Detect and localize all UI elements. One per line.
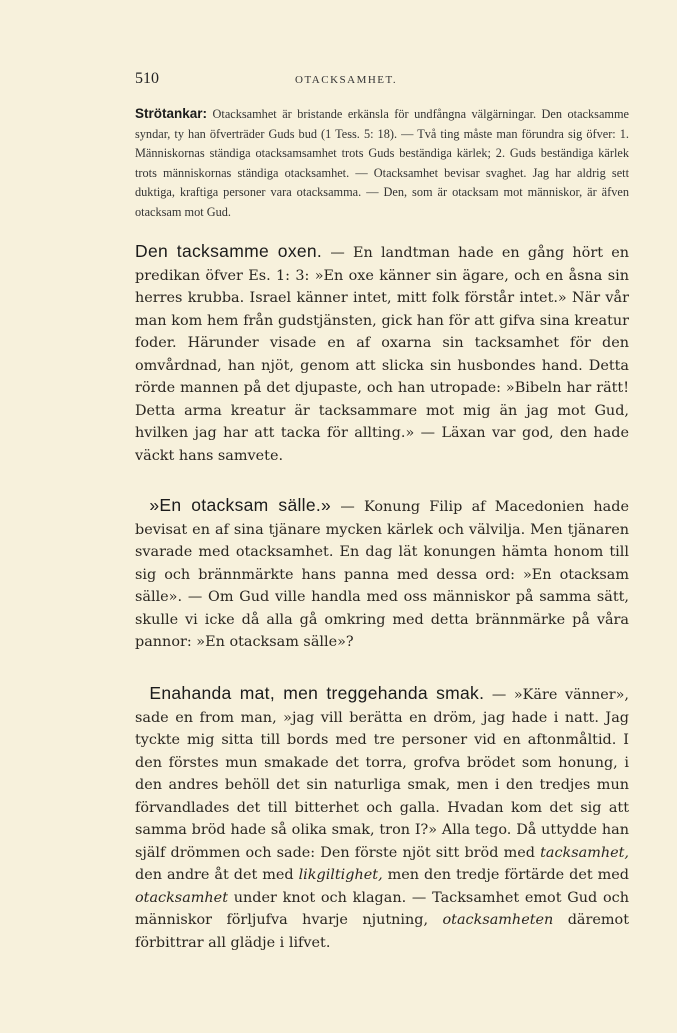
strotankar-paragraph xyxy=(135,104,629,222)
section-text-b: den andre åt det med xyxy=(135,867,299,883)
section-heading: »En otacksam sälle.» xyxy=(149,495,332,515)
section-tacksamme-oxen xyxy=(135,240,629,467)
emphasis-word: otacksamheten xyxy=(442,912,554,928)
section-text-a: — »Käre vänner», sade en from man, »jag vill berätta en dröm, jag hade i natt. Jag tyckte mig sitta till bords med tre personer vid en aftonmåltid. I den förstes mun smakade det torra, grofva brödet som honung, i den andres behöll det sin naturliga smak, men i den tredjes mun förvandlades det till bitterhet och galla. Hvadan kom det sig att samma bröd hade så olika smak, tron I?» Alla tego. Då uttydde han själf drömmen och sade: Den förste njöt sitt bröd med xyxy=(135,687,630,861)
emphasis-word: tacksamhet, xyxy=(540,844,630,861)
strotankar-label: Strötankar: xyxy=(135,106,208,121)
section-text: — En landtman hade en gång hört en predikan öfver Es. 1: 3: »En oxe känner sin ägare, och en åsna sin herres krubba. Israel känner intet, mitt folk förstår intet.» När vår man kom hem från gudstjänsten, gick han för att gifva sina kreatur foder. Härunder visade en af oxarna sin tacksamhet för den omvårdnad, han njöt, genom att slicka sin husbondes hand. Detta rörde mannen på det djupaste, och han utropade: »Bibeln har rätt! Detta arma kreatur är tacksammare mot mig än jag mot Gud, hvilken jag har att tacka för allting.» — Läxan var god, den hade väckt hans samvete. xyxy=(135,245,630,464)
section-text-e: däremot förbittrar all glädje i lifvet. xyxy=(135,912,630,951)
strotankar-text: Otacksamhet är bristande erkänsla för undfångna välgärningar. Den otacksamme syndar, ty han öfverträder Guds bud (1 Tess. 5: 18). — Två ting måste man förundra sig öfver: 1. Människornas ständiga otacksamsamhet trots Guds beständiga kärlek; 2. Guds beständiga kärlek trots människornas ständiga otacksamhet. — Otacksamhet bevisar svaghet. Jag har aldrig sett duktiga, kraftiga personer vara otacksamma. — Den, som är otacksam mot människor, är äfven otacksam mot Gud. xyxy=(135,107,629,219)
section-text: — Konung Filip af Macedonien hade bevisat en af sina tjänare mycken kärlek och välvilja. Men tjänaren svarade med otacksamhet. En dag lät konungen hämta honom till sig och brännmärkte hans panna med dessa ord: »En otacksam sälle». — Om Gud ville handla med oss människor på samma sätt, skulle vi icke då alla gå omkring med detta brännmärke på våra pannor: »En otacksam sälle»? xyxy=(135,499,629,650)
emphasis-word: otacksamhet xyxy=(135,889,228,906)
section-otacksam-salle xyxy=(135,494,629,654)
section-heading: Den tacksamme oxen. xyxy=(135,241,323,261)
emphasis-word: likgiltighet, xyxy=(298,867,383,883)
section-text-c: men den tredje förtärde det med xyxy=(382,867,630,883)
running-title: OTACKSAMHET. xyxy=(295,74,398,86)
section-text-d: under knot och klagan. — Tacksamhet emot Gud och människor förljufva hvarje njutning, xyxy=(135,889,629,928)
page-number: 510 xyxy=(135,70,159,87)
section-enahanda-mat xyxy=(135,682,629,954)
page-header xyxy=(135,70,629,90)
section-heading: Enahanda mat, men treggehanda smak. xyxy=(149,683,485,703)
